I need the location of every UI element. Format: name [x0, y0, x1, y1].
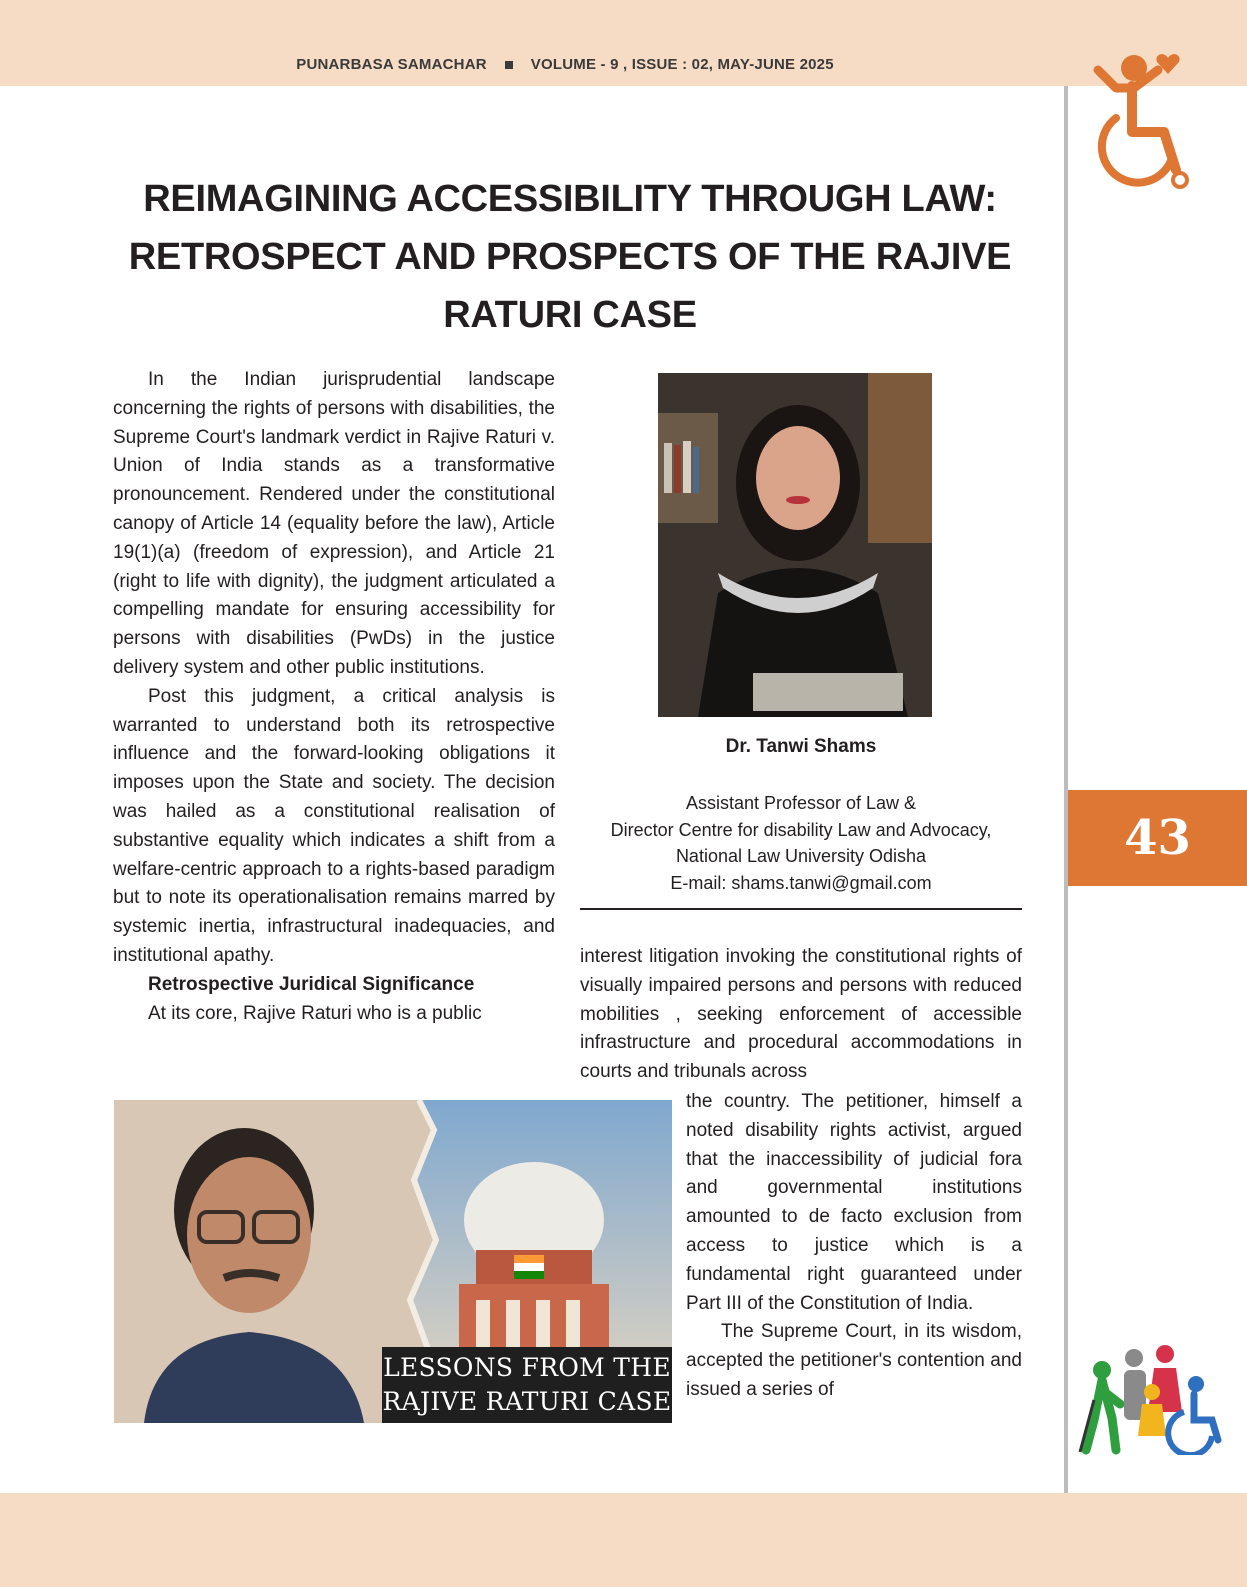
banner-line-1: LESSONS FROM THE	[383, 1353, 671, 1382]
title-line-3: RATURI CASE	[443, 294, 697, 336]
footer-band	[0, 1493, 1247, 1587]
title-line-1: REIMAGINING ACCESSIBILITY THROUGH LAW:	[143, 178, 997, 220]
publication-name: PUNARBASA SAMACHAR	[296, 56, 487, 73]
page-number: 43	[1068, 790, 1247, 886]
banner-line-2: RAJIVE RATURI CASE	[382, 1387, 672, 1416]
issue-info: VOLUME - 9 , ISSUE : 02, MAY-JUNE 2025	[530, 56, 834, 73]
author-role-2: Director Centre for disability Law and Advocacy,	[610, 819, 992, 840]
divider-rule	[580, 908, 1022, 910]
paragraph-4: The Supreme Court, in its wisdom, accepted the petitioner's contention and issued a series of	[686, 1321, 1022, 1400]
case-banner-image	[114, 1100, 672, 1423]
header-band	[0, 0, 1247, 86]
subheading: Retrospective Juridical Significance	[148, 973, 475, 995]
inclusion-people-icon	[1072, 1340, 1222, 1455]
author-details	[580, 790, 1022, 896]
author-photo	[658, 373, 932, 717]
running-head	[0, 56, 1130, 73]
article-title	[120, 170, 1020, 344]
author-institution: National Law University Odisha	[675, 846, 927, 866]
paragraph-3-start: At its core, Rajive Raturi who is a public	[148, 1002, 482, 1024]
square-bullet-icon	[505, 61, 513, 69]
right-column-bottom	[686, 1088, 1022, 1405]
title-line-2: RETROSPECT AND PROSPECTS OF THE RAJIVE	[128, 236, 1012, 278]
wheelchair-logo-icon	[1076, 40, 1216, 200]
author-portrait-image	[658, 373, 932, 717]
author-name: Dr. Tanwi Shams	[725, 736, 877, 757]
right-column-top	[580, 943, 1022, 1087]
author-email[interactable]: E-mail: shams.tanwi@gmail.com	[670, 872, 932, 893]
paragraph-1: In the Indian jurisprudential landscape concerning the rights of persons with disabilities, the Supreme Court's landmark verdict in Rajive Raturi v. Union of India stands as a transformative pronouncement. Rendered under the constitutional canopy of Article 14 (equality before the law), Article 19(1)(a) (freedom of expression), and Article 21 (right to life with dignity), the judgment articulated a compelling mandate for ensuring accessibility for persons with disabilities (PwDs) in the justice delivery system and other public institutions.	[113, 369, 555, 678]
left-column	[113, 366, 555, 1028]
paragraph-3-continued: interest litigation invoking the constitutional rights of visually impaired persons and persons with reduced mobilities , seeking enforcement of accessible infrastructure and procedural accommodations in courts and tribunals across	[580, 946, 1022, 1083]
author-role-1: Assistant Professor of Law &	[685, 793, 917, 813]
paragraph-2: Post this judgment, a critical analysis is warranted to understand both its retrospective influence and the forward-looking obligations it imposes upon the State and society. The decision was hailed as a constitutional realisation of substantive equality which indicates a shift from a welfare-centric approach to a rights-based paradigm but to note its operationalisation remains marred by systemic inertia, infrastructural inadequacies, and institutional apathy.	[113, 685, 555, 966]
paragraph-3-end: the country. The petitioner, himself a noted disability rights activist, argued that the inaccessibility of judicial fora and governmental institutions amounted to de facto exclusion from access to justice which is a fundamental right guaranteed under Part III of the Constitution of India.	[686, 1091, 1022, 1314]
banner-caption	[382, 1347, 672, 1423]
